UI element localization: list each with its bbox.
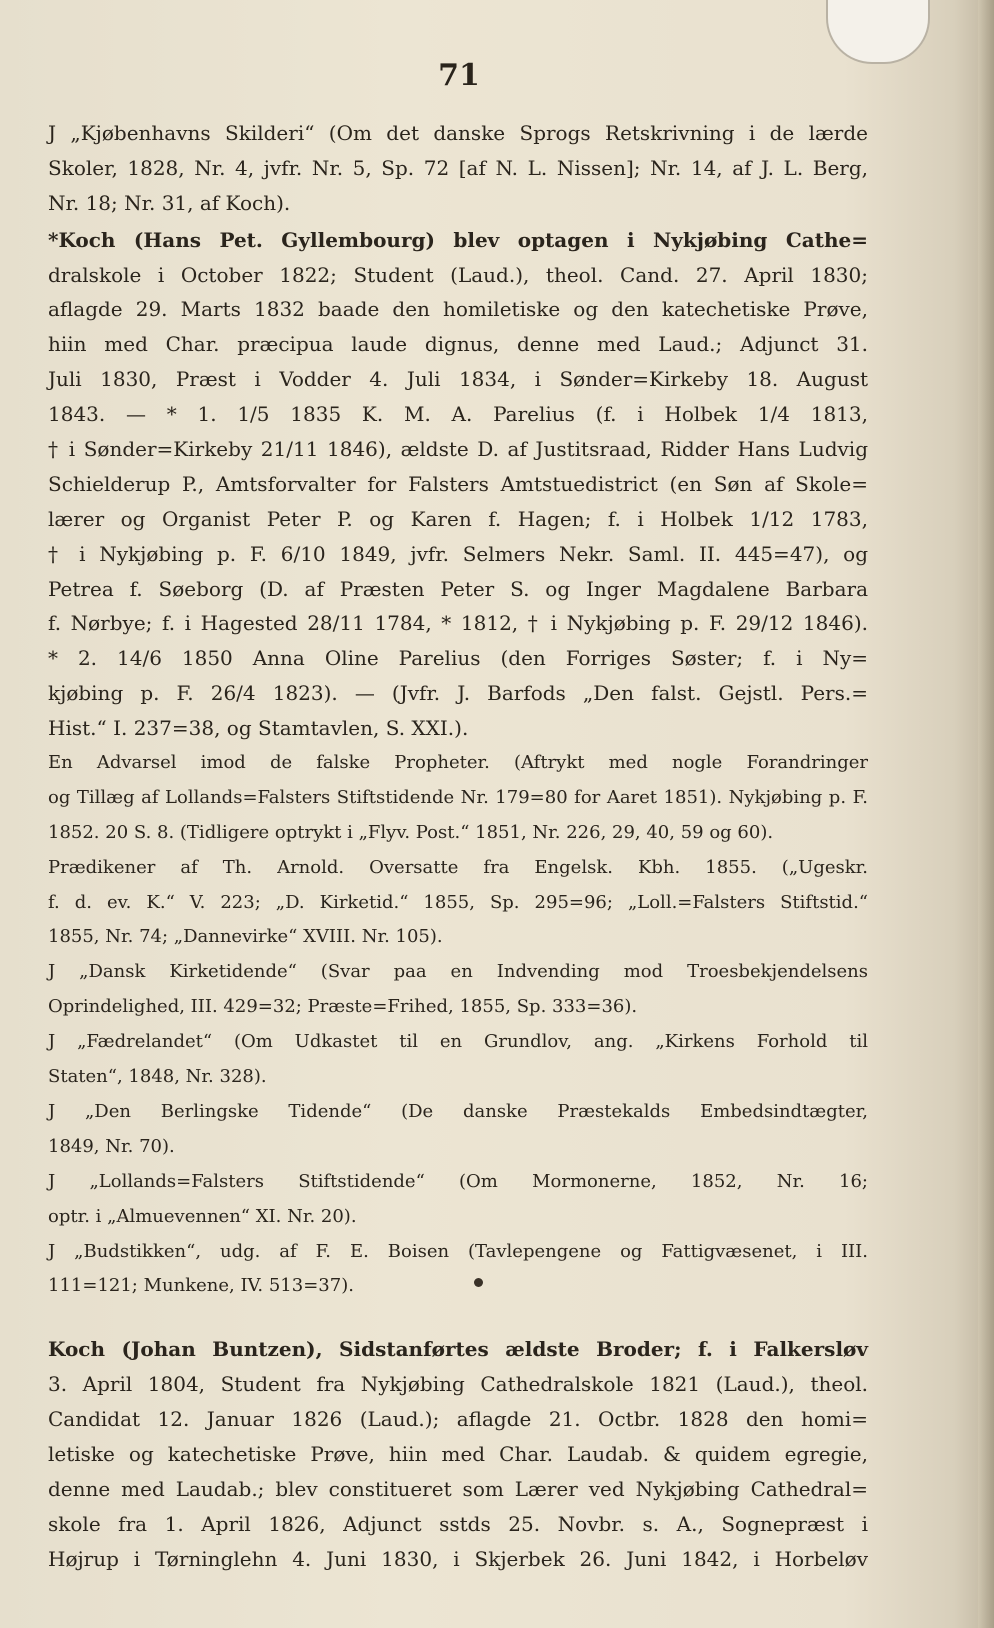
text-line: kjøbing p. F. 26/4 1823). — (Jvfr. J. Barfods „Den falst. Gejstl. Pers.= [48,681,868,706]
text-line: f. Nørbye; f. i Hagested 28/11 1784, * 1812, † i Nykjøbing p. F. 29/12 1846). [48,611,868,636]
text-line: 1855, Nr. 74; „Dannevirke“ XVIII. Nr. 105). [48,926,443,948]
text-line: J „Budstikken“, udg. af F. E. Boisen (Tavlepengene og Fattigvæsenet, i III. [48,1240,868,1262]
text-line: J „Dansk Kirketidende“ (Svar paa en Indvending mod Troesbekjendelsens [48,961,868,983]
text-line: Staten“, 1848, Nr. 328). [48,1066,267,1088]
text-line: Højrup i Tørninglehn 4. Juni 1830, i Skjerbek 26. Juni 1842, i Horbeløv [48,1546,868,1571]
text-line: 1849, Nr. 70). [48,1135,175,1157]
text-line: Candidat 12. Januar 1826 (Laud.); aflagde 21. Octbr. 1828 den homi= [48,1407,868,1432]
text-line: letiske og katechetiske Prøve, hiin med Char. Laudab. & quidem egregie, [48,1441,868,1466]
text-line: Juli 1830, Præst i Vodder 4. Juli 1834, i Sønder=Kirkeby 18. August [48,367,868,392]
text-line: hiin med Char. præcipua laude dignus, denne med Laud.; Adjunct 31. [48,332,868,357]
text-line: Prædikener af Th. Arnold. Oversatte fra Engelsk. Kbh. 1855. („Ugeskr. [48,856,868,878]
text-line: optr. i „Almuevennen“ XI. Nr. 20). [48,1205,357,1227]
text-line: skole fra 1. April 1826, Adjunct sstds 25. Novbr. s. A., Sognepræst i [48,1511,868,1536]
text-line: Nr. 18; Nr. 31, af Koch). [48,190,291,215]
text-line: lærer og Organist Peter P. og Karen f. Hagen; f. i Holbek 1/12 1783, [48,506,868,531]
text-line: † i Sønder=Kirkeby 21/11 1846), ældste D. af Justitsraad, Ridder Hans Ludvig [48,437,868,462]
text-line: En Advarsel imod de falske Propheter. (Aftrykt med nogle Forandringer [48,752,868,774]
text-line: Petrea f. Søeborg (D. af Præsten Peter S. og Inger Magdalene Barbara [48,576,868,601]
entry-heading-line: Koch (Johan Buntzen), Sidstanførtes ældste Broder; f. i Falkersløv [48,1337,868,1362]
page-number: 71 [438,58,480,93]
text-line: Hist.“ I. 237=38, og Stamtavlen, S. XXI.). [48,716,469,741]
text-line: 111=121; Munkene, IV. 513=37). [48,1275,354,1297]
text-line: J „Den Berlingske Tidende“ (De danske Præstekalds Embedsindtægter, [48,1100,868,1122]
text-line: denne med Laudab.; blev constitueret som Lærer ved Nykjøbing Cathedral= [48,1476,868,1501]
text-line: 1852. 20 S. 8. (Tidligere optrykt i „Flyv. Post.“ 1851, Nr. 226, 29, 40, 59 og 60). [48,821,774,843]
text-line: og Tillæg af Lollands=Falsters Stiftstidende Nr. 179=80 for Aaret 1851). Nykjøbing p. F. [48,786,868,808]
text-line: J „Lollands=Falsters Stiftstidende“ (Om Mormonerne, 1852, Nr. 16; [48,1170,868,1192]
body-text [48,116,868,1577]
text-line: 1843. — * 1. 1/5 1835 K. M. A. Parelius (f. i Holbek 1/4 1813, [48,402,868,427]
text-line: 3. April 1804, Student fra Nykjøbing Cathedralskole 1821 (Laud.), theol. [48,1372,868,1397]
corner-tab [826,0,930,64]
text-line: dralskole i October 1822; Student (Laud.), theol. Cand. 27. April 1830; [48,262,868,287]
text-line: Skoler, 1828, Nr. 4, jvfr. Nr. 5, Sp. 72 [af N. L. Nissen]; Nr. 14, af J. L. Berg, [48,155,868,180]
text-line: J „Kjøbenhavns Skilderi“ (Om det danske Sprogs Retskrivning i de lærde [48,121,868,145]
text-line: Schielderup P., Amtsforvalter for Falsters Amtstuedistrict (en Søn af Skole= [48,471,868,496]
text-line: J „Fædrelandet“ (Om Udkastet til en Grundlov, ang. „Kirkens Forhold til [48,1031,868,1053]
text-line: † i Nykjøbing p. F. 6/10 1849, jvfr. Selmers Nekr. Saml. II. 445=47), og [48,541,868,566]
text-line: f. d. ev. K.“ V. 223; „D. Kirketid.“ 1855, Sp. 295=96; „Loll.=Falsters Stiftstid.“ [48,891,868,913]
text-line: aflagde 29. Marts 1832 baade den homiletiske og den katechetiske Prøve, [48,297,868,322]
text-line: * 2. 14/6 1850 Anna Oline Parelius (den Forriges Søster; f. i Ny= [48,646,868,671]
page-edge [978,0,994,1628]
text-line: Oprindelighed, III. 429=32; Præste=Frihed, 1855, Sp. 333=36). [48,996,638,1018]
entry-heading-line: *Koch (Hans Pet. Gyllembourg) blev optagen i Nykjøbing Cathe= [48,227,868,252]
ink-spot [474,1278,483,1287]
